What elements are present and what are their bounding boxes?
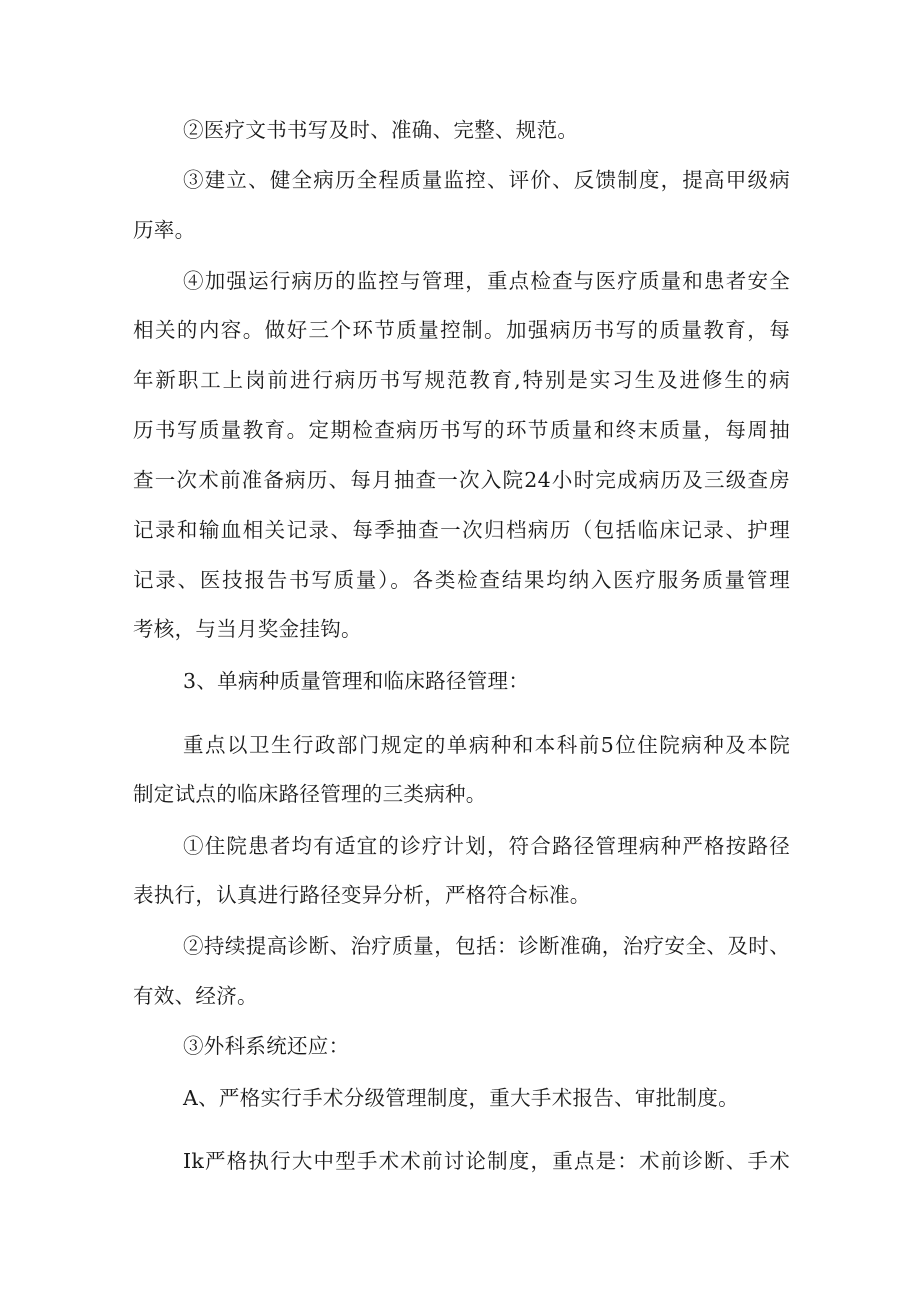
paragraph-line: ②持续提高诊断、治疗质量，包括：诊断准确，治疗安全、及时、 — [183, 934, 790, 958]
paragraph-line: ②医疗文书书写及时、准确、完整、规范。 — [183, 118, 579, 142]
section-heading: 3、单病种质量管理和临床路径管理： — [183, 669, 530, 693]
paragraph-line: 制定试点的临床路径管理的三类病种。 — [133, 782, 487, 806]
paragraph-line: ①住院患者均有适宜的诊疗计划，符合路径管理病种严格按路径 — [183, 834, 790, 858]
paragraph-line: 历书写质量教育。定期检查病历书写的环节质量和终末质量，每周抽 — [133, 418, 790, 442]
paragraph-line: 相关的内容。做好三个环节质量控制。加强病历书写的质量教育，每 — [133, 318, 790, 342]
paragraph-line: 历率。 — [133, 218, 196, 242]
paragraph-line: A、严格实行手术分级管理制度，重大手术报告、审批制度。 — [183, 1086, 739, 1110]
paragraph-line: 考核，与当月奖金挂钩。 — [133, 617, 362, 641]
paragraph-line: ③建立、健全病历全程质量监控、评价、反馈制度，提高甲级病 — [183, 168, 790, 192]
paragraph-line: 记录、医技报告书写质量）。各类检查结果均纳入医疗服务质量管理 — [133, 568, 790, 592]
paragraph-line: 记录和输血相关记录、每季抽查一次归档病历（包括临床记录、护理 — [133, 518, 790, 542]
paragraph-line: 年新职工上岗前进行病历书写规范教育,特别是实习生及进修生的病 — [133, 368, 790, 392]
paragraph-line: Ik严格执行大中型手术术前讨论制度，重点是：术前诊断、手术 — [183, 1149, 790, 1173]
paragraph-line: 重点以卫生行政部门规定的单病种和本科前5位住院病种及本院 — [183, 733, 790, 757]
paragraph-line: ③外科系统还应： — [183, 1034, 350, 1058]
paragraph-line: 表执行，认真进行路径变异分析，严格符合标准。 — [133, 883, 591, 907]
paragraph-line: ④加强运行病历的监控与管理，重点检查与医疗质量和患者安全 — [183, 269, 790, 293]
paragraph-line: 有效、经济。 — [133, 984, 258, 1008]
paragraph-line: 查一次术前准备病历、每月抽查一次入院24小时完成病历及三级查房 — [133, 468, 790, 492]
